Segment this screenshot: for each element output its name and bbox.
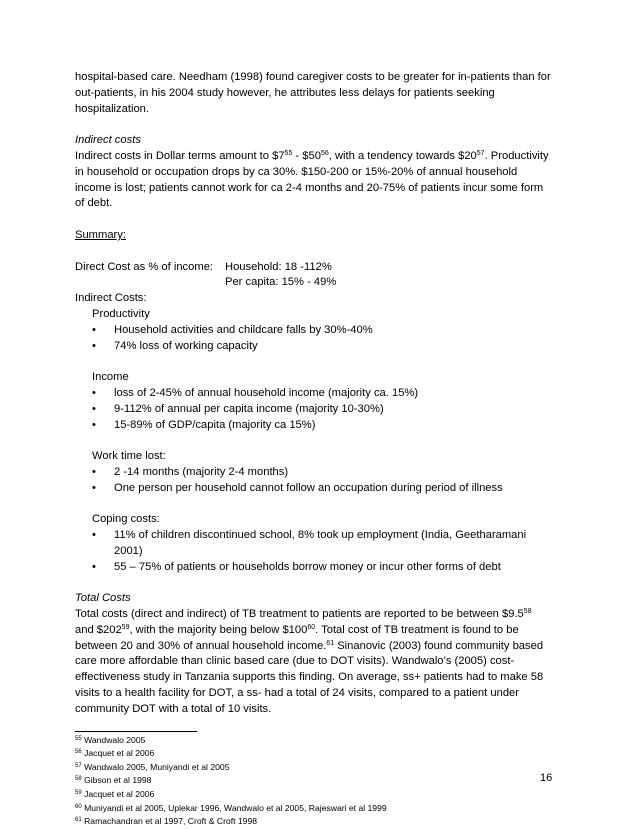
list-item: • 9-112% of annual per capita income (majority 10-30%) — [75, 402, 563, 418]
footnote: $^{57}$ Wandwalo 2005, Muniyandi et al 2005 — [75, 761, 230, 772]
footnote: $^{58}$ Gibson et al 1998 — [75, 775, 152, 786]
bullet-icon: • — [92, 481, 96, 494]
total-line-6: visits to a health facility for DOT, a ss- had a total of 24 visits, compared to a patient under — [75, 687, 519, 700]
list-item: • One person per household cannot follow an occupation during period of illness — [75, 481, 563, 497]
indirect-line-4: of debt. — [75, 197, 113, 210]
bullet-icon: • — [92, 339, 96, 352]
page-number: 16 — [540, 772, 553, 784]
list-item: • 55 – 75% of patients or households borrow money or incur other forms of debt — [75, 560, 563, 576]
bullet-icon: • — [92, 529, 96, 542]
footnote: $^{59}$ Jacquet et al 2006 — [75, 789, 155, 800]
bullet-icon: • — [92, 418, 96, 431]
list-item: • 74% loss of working capacity — [75, 339, 563, 355]
productivity-label: Productivity — [92, 307, 150, 320]
bullet-icon: • — [92, 323, 96, 336]
footnote-divider — [75, 731, 197, 732]
total-line-2: and $\$202^{59}$, with the majority being below $\$100^{60}$. Total cost of TB treatment is found to be — [75, 623, 519, 636]
list-item: • 15-89% of GDP/capita (majority ca 15%) — [75, 418, 563, 434]
direct-percapita-row — [75, 275, 563, 291]
total-costs-heading: Total Costs — [75, 592, 131, 605]
summary-heading: Summary: — [75, 228, 126, 241]
page-body — [75, 70, 563, 829]
direct-cost-row — [75, 260, 563, 276]
direct-percapita-value: Per capita: 15% - 49% — [225, 276, 337, 289]
income-label: Income — [92, 371, 129, 384]
list-item: • Household activities and childcare falls by 30%-40% — [75, 323, 563, 339]
total-line-3: between 20 and 30% of annual household income.$^{61}$ Sinanovic (2003) found community based — [75, 639, 544, 652]
bullet-icon: • — [92, 402, 96, 415]
footnote-ref-59[interactable]: 59 — [121, 623, 130, 631]
intro-line-1: hospital-based care. Needham (1998) found caregiver costs to be greater for in-patients than for — [75, 71, 551, 83]
coping-label: Coping costs: — [92, 513, 160, 526]
footnote: $^{56}$ Jacquet et al 2006 — [75, 748, 155, 759]
footnote: $^{55}$ Wandwalo 2005 — [75, 734, 146, 745]
footnote-ref-60[interactable]: 60 — [307, 623, 316, 631]
list-item: • 11% of children discontinued school, 8% took up employment (India, Geetharamani 2001) — [75, 528, 563, 560]
bullet-icon: • — [92, 465, 96, 478]
footnote-ref-61[interactable]: 61 — [326, 639, 335, 647]
indirect-line-3: income is lost; patients cannot work for ca 2-4 months and 20-75% of patients incur some form — [75, 181, 544, 194]
direct-household-value: Household: 18 -112% — [225, 260, 332, 273]
direct-cost-label: Direct Cost as % of income: — [75, 260, 214, 273]
footnote: $^{61}$ Ramachandran et al 1997, Croft & Croft 1998 — [75, 816, 258, 827]
indirect-costs-heading: Indirect costs — [75, 134, 141, 147]
list-item: • loss of 2-45% of annual household income (majority ca. 15%) — [75, 386, 563, 402]
footnote-ref-56[interactable]: 56 — [320, 149, 329, 157]
total-line-5: effectiveness study in Tanzania supports this finding. On average, ss+ patients had to make 58 — [75, 671, 544, 684]
bullet-icon: • — [92, 560, 96, 573]
footnote-ref-57[interactable]: 57 — [476, 149, 485, 157]
footnote-ref-58[interactable]: 58 — [523, 608, 532, 616]
bullet-icon: • — [92, 386, 96, 399]
total-line-4: care more affordable than clinic based care (due to DOT visits). Wandwalo’s (2005) cost- — [75, 655, 515, 668]
worktime-label: Work time lost: — [92, 450, 166, 463]
list-item: • 2 -14 months (majority 2-4 months) — [75, 465, 563, 481]
total-line-7: community DOT with a total of 10 visits. — [75, 702, 272, 715]
indirect-costs-label: Indirect Costs: — [75, 292, 147, 305]
total-line-1: Total costs (direct and indirect) of TB treatment to patients are reported to be between $\$9.5^{58}$ — [75, 608, 532, 621]
footnote: $^{60}$ Muniyandi et al 2005, Uplekar 1996, Wandwalo et al 2005, Rajeswari et al 1999 — [75, 802, 387, 813]
footnote-ref-55[interactable]: 55 — [284, 149, 293, 157]
intro-line-3: hospitalization. — [75, 102, 150, 115]
footnotes — [75, 734, 563, 829]
intro-line-2: out-patients, in his 2004 study however, he attributes less delays for patients seeking — [75, 86, 495, 99]
indirect-line-2: in household or occupation drops by ca 30%. $150-200 or 15%-20% of annual household — [75, 165, 518, 178]
indirect-line-1: Indirect costs in Dollar terms amount to $\$7^{55}$ - $\$50^{56}$, with a tendency towards $\$20^{57}$. Productivity — [75, 149, 549, 162]
